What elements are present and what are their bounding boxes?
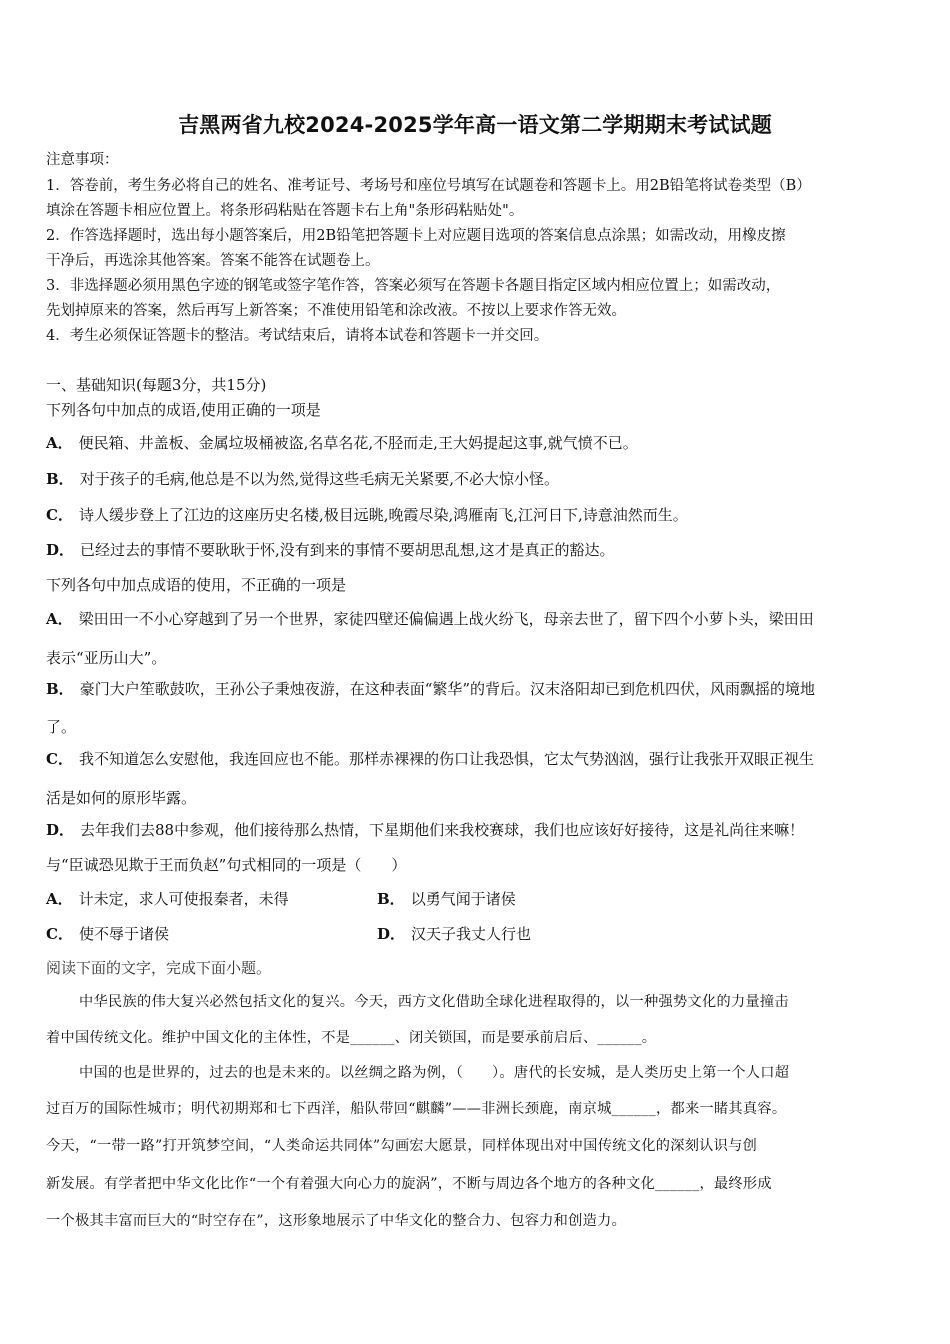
option-b: B． 豪门大户笙歌鼓吹，王孙公子秉烛夜游，在这种表面“繁华”的背后。汉末洛阳却已到危机四伏，风雨飘摇的境地 xyxy=(46,680,816,698)
question-stem: 下列各句中加点的成语,使用正确的一项是 xyxy=(46,401,321,419)
option-b: B． 对于孩子的毛病,他总是不以为然,觉得这些毛病无关紧要,不必大惊小怪。 xyxy=(46,470,559,488)
question-stem: 下列各句中加点成语的使用，不正确的一项是 xyxy=(46,576,347,594)
passage-line: 着中国传统文化。维护中国文化的主体性，不是______、闭关锁国，而是要承前启后、______。 xyxy=(46,1030,657,1046)
option-a: A． 梁田田一不小心穿越到了另一个世界，家徒四壁还偏偏遇上战火纷飞，母亲去世了，留下四个小萝卜头，梁田田 xyxy=(46,610,814,628)
passage-line: 今天，“一带一路”打开筑梦空间，“人类命运共同体”勾画宏大愿景，同样体现出对中国传统文化的深刻认识与创 xyxy=(46,1138,758,1154)
passage-line: 过百万的国际性城市；明代初期郑和七下西洋，船队带回“麒麟”——非洲长颈鹿，南京城______，都来一睹其真容。 xyxy=(46,1101,787,1117)
passage-line: 中国的也是世界的，过去的也是未来的。以丝绸之路为例，（ ）。唐代的长安城，是人类历史上第一个人口超 xyxy=(79,1065,790,1081)
notice-line: 4．考生必须保证答题卡的整洁。考试结束后，请将本试卷和答题卡一并交回。 xyxy=(46,328,549,344)
option-b-cont: 了。 xyxy=(46,718,77,736)
passage-line: 新发展。有学者把中华文化比作“一个有着强大向心力的旋涡”，不断与周边各个地方的各种文化______，最终形成 xyxy=(46,1176,772,1192)
section-heading: 一、基础知识(每题3分，共15分) xyxy=(46,376,267,394)
question-stem: 与“臣诚恐见欺于王而负赵”句式相同的一项是（ ） xyxy=(46,856,407,874)
option-a: A． 便民箱、井盖板、金属垃圾桶被盗,名草名花,不胫而走,王大妈提起这事,就气愤不已。 xyxy=(46,434,638,452)
notice-line: 3．非选择题必须用黑色字迹的钢笔或签字笔作答，答案必须写在答题卡各题目指定区域内相应位置上；如需改动， xyxy=(46,278,781,294)
notice-line: 干净后，再选涂其他答案。答案不能答在试题卷上。 xyxy=(46,253,380,269)
option-c: C． 使不辱于诸侯 xyxy=(46,925,169,943)
passage-line: 一个极其丰富而巨大的“时空存在”，这形象地展示了中华文化的整合力、包容力和创造力。 xyxy=(46,1213,627,1229)
notice-line: 2．作答选择题时，选出每小题答案后，用2B铅笔把答题卡上对应题目选项的答案信息点涂黑；如需改动，用橡皮擦 xyxy=(46,228,786,244)
notice-line: 1．答卷前，考生务必将自己的姓名、准考证号、考场号和座位号填写在试题卷和答题卡上。用2B铅笔将试卷类型（B） xyxy=(46,178,811,194)
reading-intro: 阅读下面的文字，完成下面小题。 xyxy=(46,959,272,977)
option-c: C． 我不知道怎么安慰他，我连回应也不能。那样赤裸裸的伤口让我恐惧，它太气势汹汹，强行让我张开双眼正视生 xyxy=(46,750,814,768)
notice-line: 先划掉原来的答案，然后再写上新答案；不准使用铅笔和涂改液。不按以上要求作答无效。 xyxy=(46,303,626,319)
option-a-cont: 表示“亚历山大”。 xyxy=(46,649,167,667)
notice-line: 填涂在答题卡相应位置上。将条形码粘贴在答题卡右上角"条形码粘贴处"。 xyxy=(46,203,524,219)
option-d: D． 汉天子我丈人行也 xyxy=(377,925,532,943)
page-title: 吉黑两省九校2024-2025学年高一语文第二学期期末考试试题 xyxy=(178,113,772,137)
option-c-cont: 活是如何的原形毕露。 xyxy=(46,789,197,807)
option-d: D． 去年我们去88中参观，他们接待那么热情，下星期他们来我校赛球，我们也应该好好接待，这是礼尚往来嘛！ xyxy=(46,821,805,839)
passage-line: 中华民族的伟大复兴必然包括文化的复兴。今天，西方文化借助全球化进程取得的，以一种强势文化的力量撞击 xyxy=(79,994,789,1010)
notice-heading: 注意事项： xyxy=(46,152,119,168)
option-a: A． 计未定，求人可使报秦者，未得 xyxy=(46,890,289,908)
option-c: C． 诗人缓步登上了江边的这座历史名楼,极目远眺,晚霞尽染,鸿雁南飞,江河日下,诗意油然而生。 xyxy=(46,506,688,524)
option-d: D． 已经过去的事情不要耿耿于怀,没有到来的事情不要胡思乱想,这才是真正的豁达。 xyxy=(46,541,615,559)
option-b: B． 以勇气闻于诸侯 xyxy=(377,890,516,908)
